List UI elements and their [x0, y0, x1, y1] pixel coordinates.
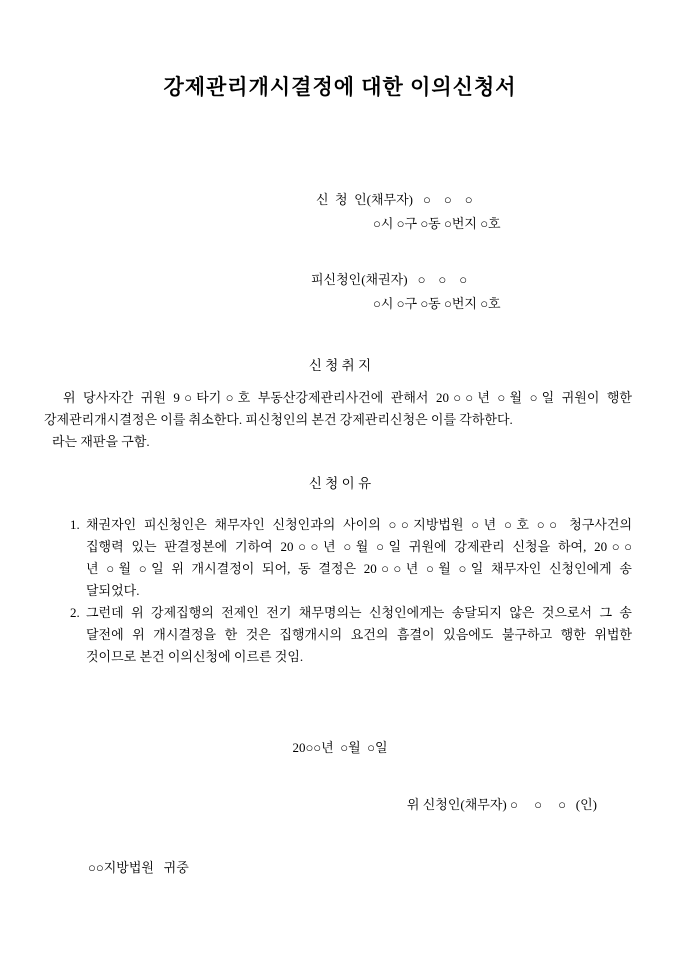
reason-item: [70, 602, 632, 668]
reasons-heading: 신 청 이 유: [308, 476, 372, 491]
item-line: 집행력 있는 판결정본에 기하여 20○○년 ○월 ○일 귀원에 강제관리 신청을 하여, 20○○: [86, 539, 632, 554]
item-number: 1.: [70, 517, 80, 532]
item-line-text: 그런데 위 강제집행의 전제인 전기 채무명의는 신청인에게는 송달되지 않은 것으로서 그 송: [86, 605, 632, 620]
applicant-address: ○시 ○구 ○동 ○번지 ○호: [373, 216, 501, 231]
respondent-label: 피신청인(채권자): [311, 272, 408, 287]
signature-line: 위 신청인(채무자) ○ ○ ○ (인): [406, 797, 597, 812]
purpose-line: 라는 재판을 구함.: [52, 434, 150, 449]
item-line-text: 채권자인 피신청인은 채무자인 신청인과의 사이의 ○○지방법원 ○년 ○호 ○○ 청구사건의: [86, 517, 632, 532]
applicant-label: 신 청 인(채무자): [316, 192, 414, 207]
document-date: 20○○년 ○월 ○일: [292, 740, 388, 755]
court-line: ○○지방법원 귀중: [88, 860, 189, 875]
purpose-paragraph: [44, 387, 632, 453]
respondent-address: ○시 ○구 ○동 ○번지 ○호: [373, 296, 501, 311]
item-line: 년 ○월 ○일 위 개시결정이 되어, 동 결정은 20○○년 ○월 ○일 채무자인 신청인에게 송: [86, 561, 632, 576]
reason-item: [70, 514, 632, 602]
item-line: [70, 602, 632, 624]
purpose-line: 위 당사자간 귀원 9○타기○호 부동산강제관리사건에 관해서 20○○년 ○월 ○일 귀원이 행한: [63, 390, 632, 405]
document-title: 강제관리개시결정에 대한 이의신청서: [163, 75, 517, 99]
item-number: 2.: [70, 605, 80, 620]
respondent-name: ○ ○ ○: [417, 272, 468, 287]
purpose-line: 강제관리개시결정은 이를 취소한다. 피신청인의 본건 강제관리신청은 이를 각하한다.: [44, 412, 513, 427]
item-line: 것이므로 본건 이의신청에 이르른 것임.: [86, 649, 304, 664]
item-line: [70, 514, 632, 536]
applicant-name: ○ ○ ○: [423, 192, 473, 207]
item-line: 달되었다.: [86, 583, 140, 598]
item-line: 달전에 위 개시결정을 한 것은 집행개시의 요건의 흠결이 있음에도 불구하고 행한 위법한: [86, 627, 632, 642]
purpose-heading: 신 청 취 지: [308, 358, 372, 373]
reasons-list: [70, 514, 632, 668]
